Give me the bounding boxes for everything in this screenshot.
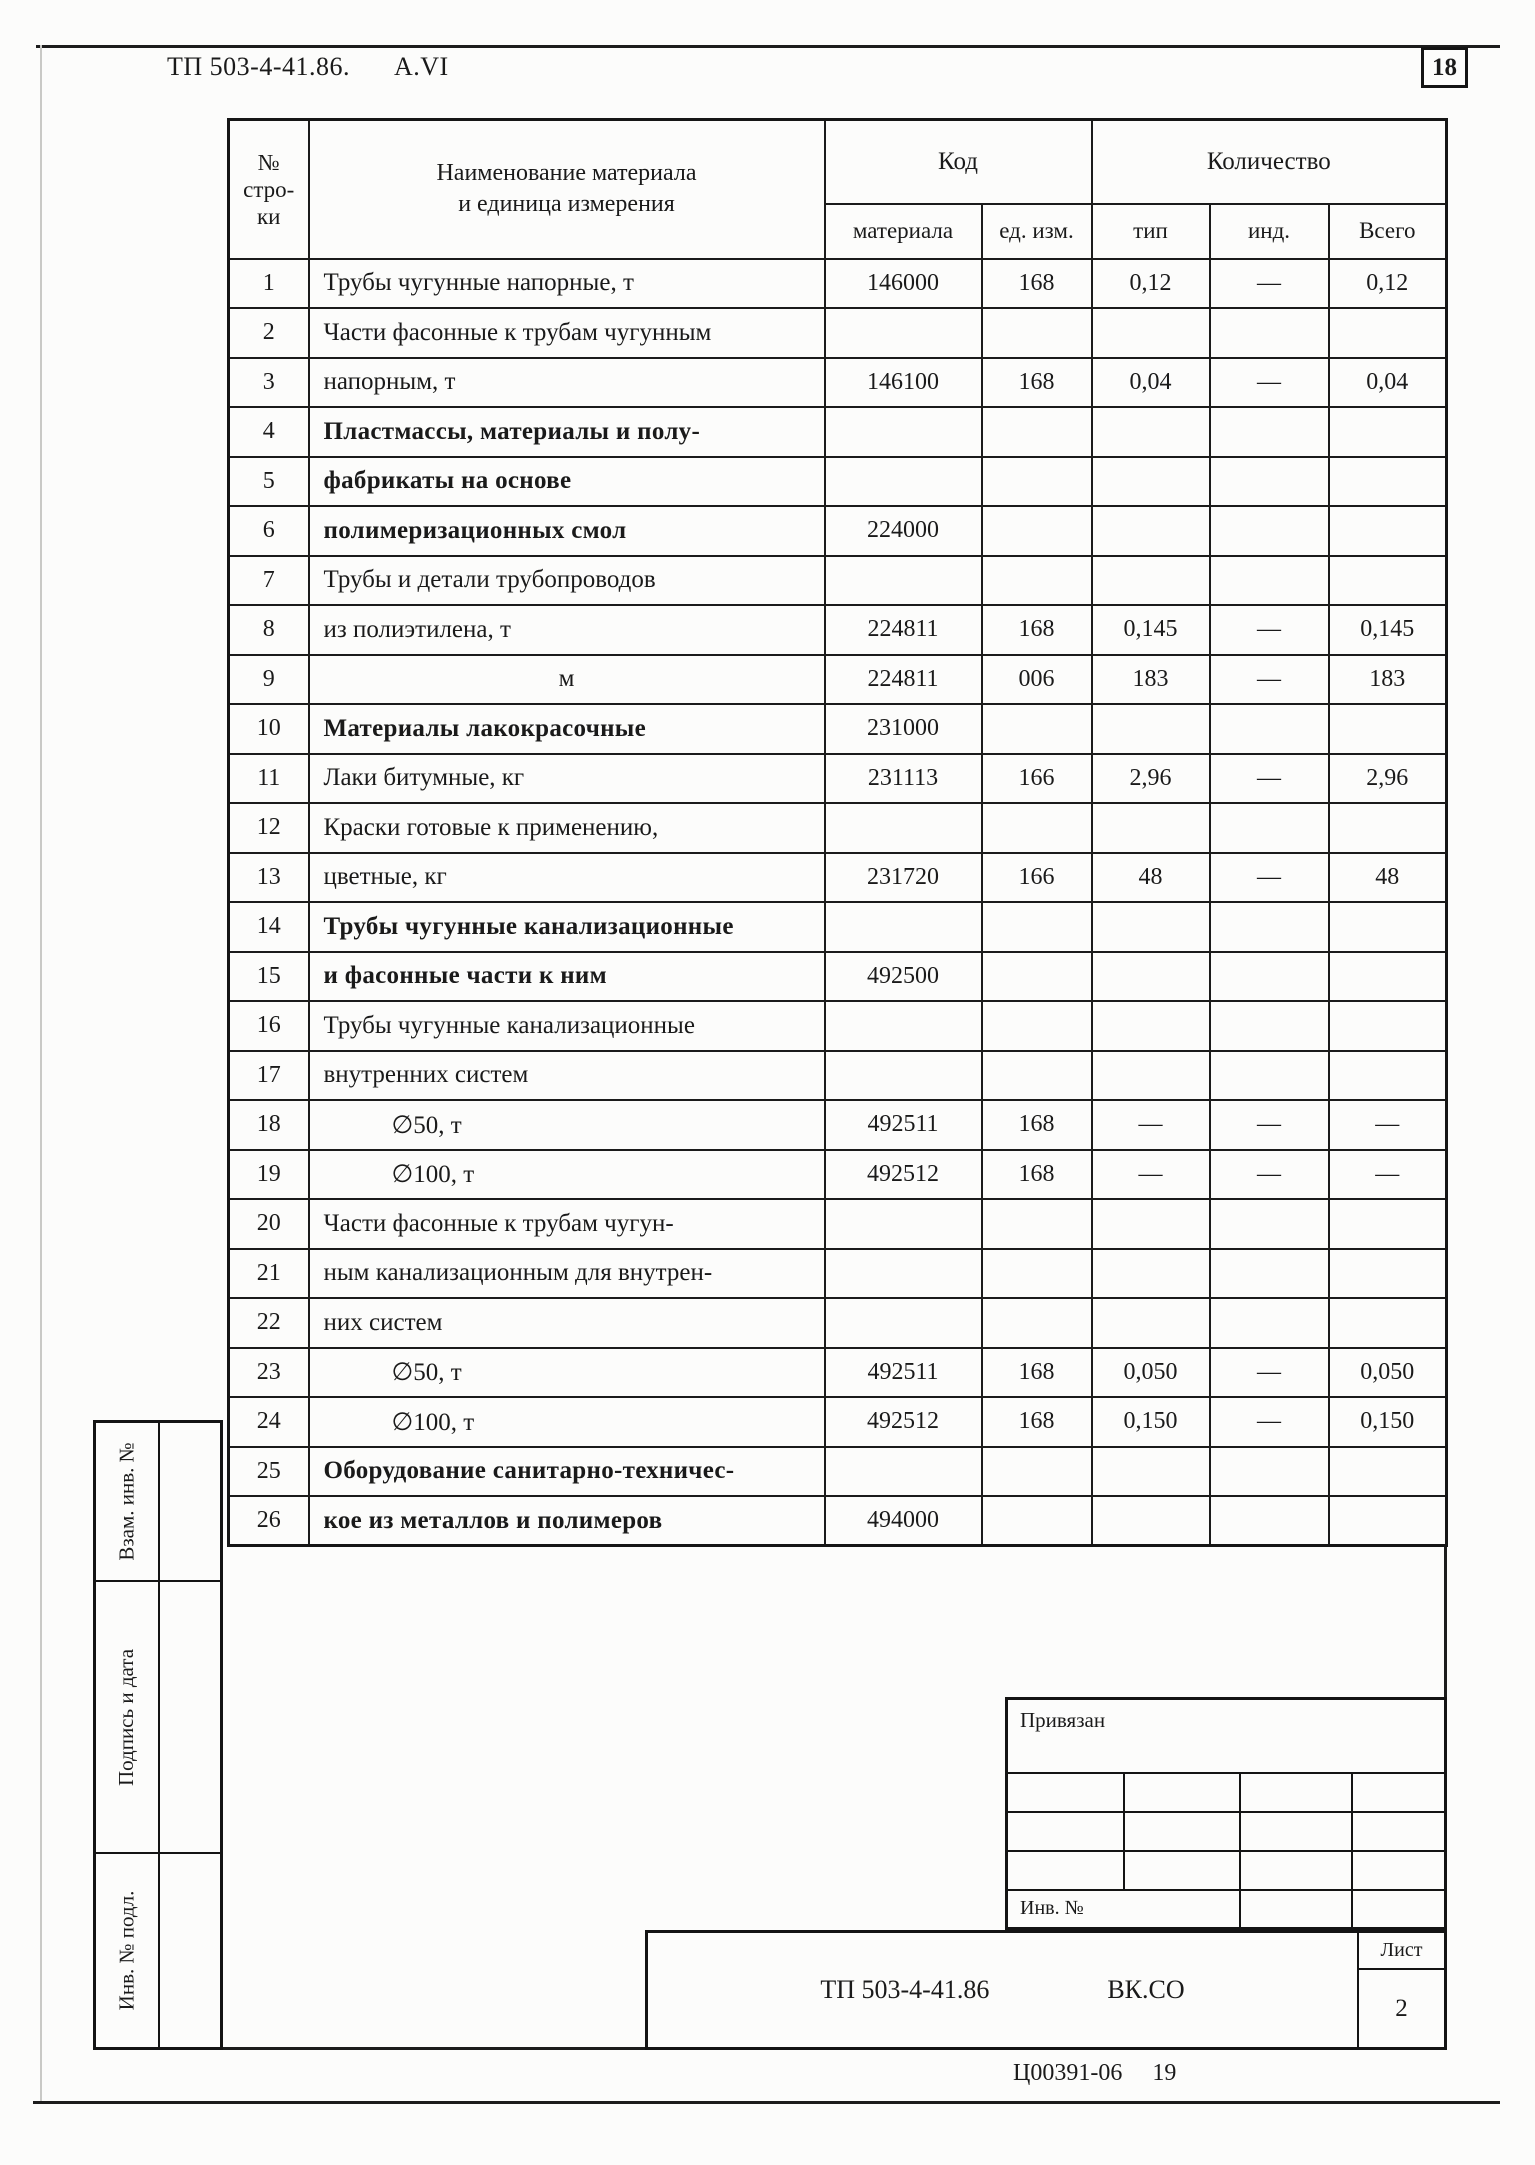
- unit-code-cell: 168: [982, 1150, 1092, 1200]
- material-code-cell: 224000: [825, 506, 982, 556]
- qty-total-cell: [1329, 1447, 1447, 1497]
- qty-type-cell: —: [1092, 1100, 1210, 1150]
- material-code-cell: 492500: [825, 952, 982, 1002]
- row-number-cell: 14: [229, 902, 309, 952]
- material-code-cell: [825, 407, 982, 457]
- material-code-cell: 231720: [825, 853, 982, 903]
- material-code-cell: 494000: [825, 1496, 982, 1546]
- qty-type-cell: [1092, 1496, 1210, 1546]
- material-name-cell: фабрикаты на основе: [309, 457, 825, 507]
- material-name-cell: них систем: [309, 1298, 825, 1348]
- material-name-cell: и фасонные части к ним: [309, 952, 825, 1002]
- unit-code-cell: 166: [982, 853, 1092, 903]
- privyazan-label: Привязан: [1008, 1700, 1444, 1774]
- qty-type-cell: [1092, 457, 1210, 507]
- qty-ind-cell: —: [1210, 655, 1329, 705]
- table-row: [229, 1001, 1447, 1051]
- material-code-cell: 146000: [825, 259, 982, 309]
- grid-cell: [1353, 1891, 1444, 1927]
- grid-cell: [1008, 1813, 1125, 1850]
- qty-ind-cell: [1210, 506, 1329, 556]
- title-block-main: [648, 1933, 1357, 2047]
- table-row: [229, 655, 1447, 705]
- col-header-qty-type: тип: [1092, 204, 1210, 259]
- material-code-cell: [825, 902, 982, 952]
- material-name-cell: из полиэтилена, т: [309, 605, 825, 655]
- table-row: [229, 457, 1447, 507]
- qty-ind-cell: —: [1210, 358, 1329, 408]
- qty-ind-cell: [1210, 1199, 1329, 1249]
- unit-code-cell: [982, 704, 1092, 754]
- row-number-cell: 11: [229, 754, 309, 804]
- row-number-cell: 20: [229, 1199, 309, 1249]
- sheet-number: 2: [1395, 1994, 1408, 2022]
- grid-cell: [1125, 1813, 1241, 1850]
- col-header-unit-code: ед. изм.: [982, 204, 1092, 259]
- unit-code-cell: [982, 407, 1092, 457]
- table-row: [229, 853, 1447, 903]
- qty-total-cell: 0,145: [1329, 605, 1447, 655]
- material-code-cell: [825, 457, 982, 507]
- material-code-cell: 492511: [825, 1100, 982, 1150]
- privyazan-block: [1005, 1697, 1447, 1930]
- qty-type-cell: [1092, 506, 1210, 556]
- row-number-cell: 3: [229, 358, 309, 408]
- material-code-cell: [825, 803, 982, 853]
- material-code-cell: [825, 308, 982, 358]
- table-row: [229, 803, 1447, 853]
- qty-ind-cell: [1210, 1001, 1329, 1051]
- col-header-qty-total: Всего: [1329, 204, 1447, 259]
- material-name-cell: м: [309, 655, 825, 705]
- qty-ind-cell: [1210, 556, 1329, 606]
- row-number-cell: 4: [229, 407, 309, 457]
- table-row: [229, 506, 1447, 556]
- table-row: [229, 407, 1447, 457]
- title-block: [645, 1930, 1447, 2050]
- qty-type-cell: 183: [1092, 655, 1210, 705]
- qty-type-cell: 0,050: [1092, 1348, 1210, 1398]
- material-code-cell: 224811: [825, 655, 982, 705]
- sheet-box: [1357, 1933, 1444, 2047]
- table-row: [229, 556, 1447, 606]
- grid-cell: [1241, 1891, 1353, 1927]
- material-name-cell: Краски готовые к применению,: [309, 803, 825, 853]
- col-header-row-number: № стро- ки: [229, 120, 309, 259]
- material-name-cell: Части фасонные к трубам чугун-: [309, 1199, 825, 1249]
- stamp-label: Взам. инв. №: [96, 1423, 160, 1580]
- unit-code-cell: 168: [982, 1348, 1092, 1398]
- row-number-cell: 17: [229, 1051, 309, 1101]
- material-name-cell: Лаки битумные, кг: [309, 754, 825, 804]
- grid-cell: [1008, 1852, 1125, 1889]
- material-code-cell: 492512: [825, 1150, 982, 1200]
- unit-code-cell: 166: [982, 754, 1092, 804]
- row-number-cell: 6: [229, 506, 309, 556]
- row-number-cell: 15: [229, 952, 309, 1002]
- row-number-cell: 26: [229, 1496, 309, 1546]
- qty-total-cell: [1329, 308, 1447, 358]
- row-number-cell: 23: [229, 1348, 309, 1398]
- qty-ind-cell: [1210, 308, 1329, 358]
- row-number-cell: 8: [229, 605, 309, 655]
- unit-code-cell: [982, 1496, 1092, 1546]
- stamp-cell-podpis-data: [96, 1582, 220, 1854]
- qty-ind-cell: [1210, 407, 1329, 457]
- qty-total-cell: [1329, 1001, 1447, 1051]
- stamp-label: Подпись и дата: [96, 1582, 160, 1852]
- archive-sheet-ref: 19: [1152, 2060, 1177, 2086]
- grid-cell: [1353, 1774, 1444, 1811]
- material-name-cell: Трубы чугунные напорные, т: [309, 259, 825, 309]
- material-name-cell: Трубы чугунные канализационные: [309, 902, 825, 952]
- material-code-cell: 231113: [825, 754, 982, 804]
- row-number-cell: 10: [229, 704, 309, 754]
- grid-cell: [1353, 1852, 1444, 1889]
- qty-total-cell: [1329, 1199, 1447, 1249]
- qty-type-cell: 0,145: [1092, 605, 1210, 655]
- grid-cell: [1008, 1774, 1125, 1811]
- qty-type-cell: [1092, 1249, 1210, 1299]
- row-number-cell: 9: [229, 655, 309, 705]
- unit-code-cell: [982, 308, 1092, 358]
- unit-code-cell: [982, 1298, 1092, 1348]
- qty-type-cell: [1092, 1298, 1210, 1348]
- qty-type-cell: 2,96: [1092, 754, 1210, 804]
- material-code-cell: [825, 1051, 982, 1101]
- privyazan-grid-row: [1008, 1774, 1444, 1813]
- row-number-cell: 13: [229, 853, 309, 903]
- table-row: [229, 259, 1447, 309]
- table-row: [229, 1298, 1447, 1348]
- privyazan-grid-row: [1008, 1852, 1444, 1891]
- table-row: [229, 1496, 1447, 1546]
- qty-type-cell: —: [1092, 1150, 1210, 1200]
- privyazan-grid-row: [1008, 1813, 1444, 1852]
- unit-code-cell: [982, 902, 1092, 952]
- qty-total-cell: 0,050: [1329, 1348, 1447, 1398]
- qty-ind-cell: [1210, 902, 1329, 952]
- qty-type-cell: [1092, 704, 1210, 754]
- document-header: [167, 52, 449, 82]
- qty-total-cell: 0,04: [1329, 358, 1447, 408]
- qty-ind-cell: —: [1210, 1397, 1329, 1447]
- material-code-cell: 492511: [825, 1348, 982, 1398]
- qty-type-cell: [1092, 308, 1210, 358]
- material-name-cell: Материалы лакокрасочные: [309, 704, 825, 754]
- unit-code-cell: [982, 1447, 1092, 1497]
- table-row: [229, 704, 1447, 754]
- footer-archive-code: [1013, 2060, 1176, 2087]
- material-name-cell: напорным, т: [309, 358, 825, 408]
- qty-type-cell: 0,12: [1092, 259, 1210, 309]
- qty-total-cell: 2,96: [1329, 754, 1447, 804]
- stamp-cell-inv-podl: [96, 1854, 220, 2047]
- qty-ind-cell: —: [1210, 259, 1329, 309]
- document-reference: ТП 503-4-41.86.: [167, 52, 350, 81]
- material-name-cell: ∅50, т: [309, 1100, 825, 1150]
- document-section: А.VI: [393, 52, 449, 81]
- qty-total-cell: [1329, 556, 1447, 606]
- unit-code-cell: [982, 803, 1092, 853]
- qty-ind-cell: —: [1210, 853, 1329, 903]
- qty-ind-cell: [1210, 1496, 1329, 1546]
- title-doc-code: ВК.СО: [1107, 1975, 1185, 2004]
- table-row: [229, 1051, 1447, 1101]
- col-header-material-name: Наименование материала и единица измерения: [309, 120, 825, 259]
- page-frame-top: [36, 45, 1500, 48]
- qty-total-cell: 0,150: [1329, 1397, 1447, 1447]
- table-row: [229, 1150, 1447, 1200]
- table-row: [229, 1447, 1447, 1497]
- qty-total-cell: [1329, 952, 1447, 1002]
- qty-total-cell: [1329, 457, 1447, 507]
- row-number-cell: 21: [229, 1249, 309, 1299]
- qty-type-cell: 48: [1092, 853, 1210, 903]
- unit-code-cell: 168: [982, 1397, 1092, 1447]
- materials-table-body: [229, 259, 1447, 1546]
- stamp-column: [93, 1420, 223, 2050]
- table-row: [229, 605, 1447, 655]
- table-row: [229, 1348, 1447, 1398]
- qty-ind-cell: [1210, 1249, 1329, 1299]
- material-code-cell: [825, 1249, 982, 1299]
- col-header-material-code: материала: [825, 204, 982, 259]
- unit-code-cell: 168: [982, 259, 1092, 309]
- row-number-cell: 16: [229, 1001, 309, 1051]
- qty-type-cell: [1092, 407, 1210, 457]
- qty-total-cell: [1329, 1496, 1447, 1546]
- table-row: [229, 308, 1447, 358]
- table-header-row-1: [229, 120, 1447, 204]
- table-row: [229, 1100, 1447, 1150]
- row-number-cell: 18: [229, 1100, 309, 1150]
- unit-code-cell: 168: [982, 605, 1092, 655]
- qty-type-cell: [1092, 1447, 1210, 1497]
- qty-total-cell: [1329, 407, 1447, 457]
- grid-cell: [1353, 1813, 1444, 1850]
- material-code-cell: [825, 1001, 982, 1051]
- table-row: [229, 1199, 1447, 1249]
- qty-total-cell: [1329, 506, 1447, 556]
- col-header-code-group: Код: [825, 120, 1092, 204]
- qty-total-cell: [1329, 704, 1447, 754]
- grid-cell: [1125, 1852, 1241, 1889]
- stamp-signature-area: [160, 1582, 220, 1852]
- material-code-cell: 224811: [825, 605, 982, 655]
- qty-total-cell: 48: [1329, 853, 1447, 903]
- unit-code-cell: [982, 1199, 1092, 1249]
- material-code-cell: 146100: [825, 358, 982, 408]
- table-row: [229, 1249, 1447, 1299]
- material-name-cell: Трубы чугунные канализационные: [309, 1001, 825, 1051]
- page-frame-left: [40, 45, 42, 2104]
- qty-total-cell: [1329, 803, 1447, 853]
- row-number-cell: 5: [229, 457, 309, 507]
- qty-ind-cell: —: [1210, 605, 1329, 655]
- qty-type-cell: [1092, 556, 1210, 606]
- qty-total-cell: 183: [1329, 655, 1447, 705]
- unit-code-cell: [982, 1051, 1092, 1101]
- stamp-signature-area: [160, 1423, 220, 1580]
- col-header-qty-ind: инд.: [1210, 204, 1329, 259]
- material-code-cell: [825, 1447, 982, 1497]
- unit-code-cell: [982, 1249, 1092, 1299]
- qty-ind-cell: [1210, 1051, 1329, 1101]
- unit-code-cell: [982, 457, 1092, 507]
- stamp-signature-area: [160, 1854, 220, 2047]
- qty-ind-cell: [1210, 1447, 1329, 1497]
- unit-code-cell: [982, 952, 1092, 1002]
- qty-type-cell: [1092, 1001, 1210, 1051]
- qty-ind-cell: —: [1210, 1100, 1329, 1150]
- grid-cell: [1125, 1774, 1241, 1811]
- row-number-cell: 22: [229, 1298, 309, 1348]
- material-name-cell: Пластмассы, материалы и полу-: [309, 407, 825, 457]
- row-number-cell: 1: [229, 259, 309, 309]
- qty-type-cell: [1092, 952, 1210, 1002]
- qty-ind-cell: —: [1210, 1348, 1329, 1398]
- qty-type-cell: [1092, 1199, 1210, 1249]
- qty-total-cell: 0,12: [1329, 259, 1447, 309]
- qty-total-cell: [1329, 1298, 1447, 1348]
- page-frame-bottom: [33, 2101, 1500, 2104]
- grid-cell: [1241, 1813, 1353, 1850]
- material-name-cell: ным канализационным для внутрен-: [309, 1249, 825, 1299]
- material-name-cell: Оборудование санитарно-техничес-: [309, 1447, 825, 1497]
- qty-type-cell: 0,150: [1092, 1397, 1210, 1447]
- material-name-cell: ∅100, т: [309, 1150, 825, 1200]
- qty-total-cell: [1329, 902, 1447, 952]
- archive-code: Ц00391-06: [1013, 2060, 1123, 2086]
- qty-ind-cell: —: [1210, 754, 1329, 804]
- page-number-box: [1421, 47, 1468, 88]
- qty-type-cell: [1092, 902, 1210, 952]
- row-number-cell: 25: [229, 1447, 309, 1497]
- qty-type-cell: [1092, 1051, 1210, 1101]
- unit-code-cell: 006: [982, 655, 1092, 705]
- table-row: [229, 902, 1447, 952]
- qty-ind-cell: [1210, 1298, 1329, 1348]
- material-name-cell: внутренних систем: [309, 1051, 825, 1101]
- material-code-cell: [825, 1199, 982, 1249]
- unit-code-cell: [982, 1001, 1092, 1051]
- inventory-number-label: Инв. №: [1008, 1891, 1241, 1927]
- qty-ind-cell: [1210, 803, 1329, 853]
- grid-cell: [1241, 1852, 1353, 1889]
- qty-ind-cell: [1210, 457, 1329, 507]
- unit-code-cell: 168: [982, 358, 1092, 408]
- qty-ind-cell: [1210, 704, 1329, 754]
- material-name-cell: кое из металлов и полимеров: [309, 1496, 825, 1546]
- unit-code-cell: 168: [982, 1100, 1092, 1150]
- row-number-cell: 24: [229, 1397, 309, 1447]
- table-row: [229, 754, 1447, 804]
- unit-code-cell: [982, 506, 1092, 556]
- sheet-label: Лист: [1359, 1933, 1444, 1970]
- material-name-cell: ∅100, т: [309, 1397, 825, 1447]
- qty-total-cell: [1329, 1051, 1447, 1101]
- page-number: 18: [1432, 53, 1457, 81]
- material-name-cell: полимеризационных смол: [309, 506, 825, 556]
- inventory-number-row: [1008, 1891, 1444, 1927]
- stamp-label: Инв. № подл.: [96, 1854, 160, 2047]
- material-name-cell: Части фасонные к трубам чугунным: [309, 308, 825, 358]
- grid-cell: [1241, 1774, 1353, 1811]
- table-row: [229, 952, 1447, 1002]
- material-name-cell: цветные, кг: [309, 853, 825, 903]
- material-code-cell: [825, 556, 982, 606]
- table-row: [229, 358, 1447, 408]
- qty-ind-cell: [1210, 952, 1329, 1002]
- qty-total-cell: [1329, 1249, 1447, 1299]
- qty-total-cell: —: [1329, 1150, 1447, 1200]
- row-number-cell: 7: [229, 556, 309, 606]
- qty-type-cell: [1092, 803, 1210, 853]
- row-number-cell: 19: [229, 1150, 309, 1200]
- material-code-cell: [825, 1298, 982, 1348]
- qty-type-cell: 0,04: [1092, 358, 1210, 408]
- material-code-cell: 492512: [825, 1397, 982, 1447]
- title-doc-reference: ТП 503-4-41.86: [820, 1975, 990, 2004]
- unit-code-cell: [982, 556, 1092, 606]
- stamp-cell-vzam-inv: [96, 1423, 220, 1582]
- qty-ind-cell: —: [1210, 1150, 1329, 1200]
- material-name-cell: Трубы и детали трубопроводов: [309, 556, 825, 606]
- material-name-cell: ∅50, т: [309, 1348, 825, 1398]
- col-header-quantity-group: Количество: [1092, 120, 1447, 204]
- table-row: [229, 1397, 1447, 1447]
- row-number-cell: 2: [229, 308, 309, 358]
- qty-total-cell: —: [1329, 1100, 1447, 1150]
- row-number-cell: 12: [229, 803, 309, 853]
- materials-table: [227, 118, 1448, 1547]
- material-code-cell: 231000: [825, 704, 982, 754]
